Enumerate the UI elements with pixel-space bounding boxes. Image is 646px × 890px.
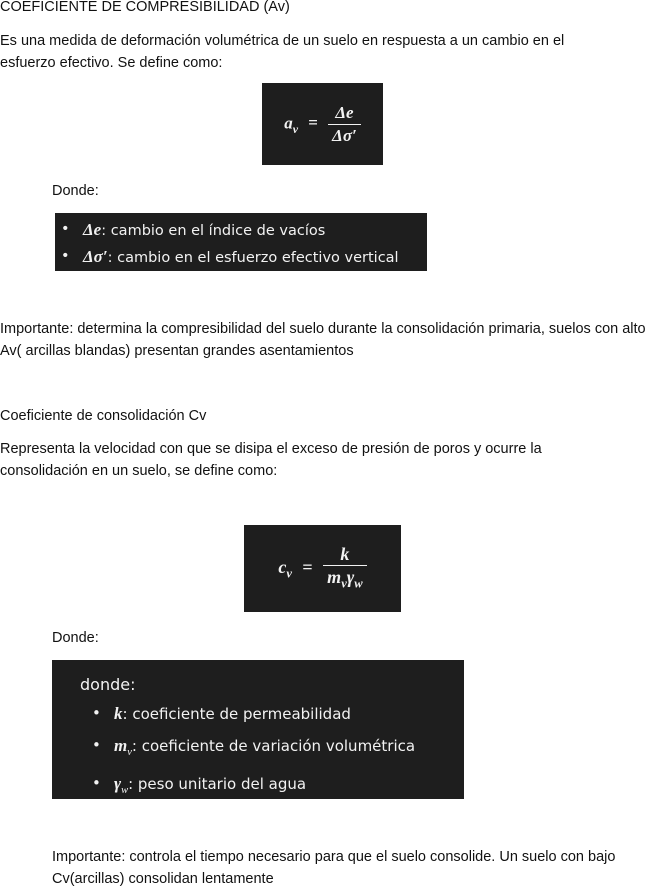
definitions-panel-cv bbox=[52, 660, 464, 799]
formula-av-numerator: Δe bbox=[335, 102, 354, 122]
donde-label-2: Donde: bbox=[52, 630, 99, 646]
formula-cv-lhs-sub: v bbox=[286, 566, 292, 581]
definition-item: • k: coeficiente de permeabilidad bbox=[86, 698, 464, 730]
formula-av-fraction bbox=[328, 102, 361, 147]
definition-item: • Δσ′: cambio en el esfuerzo efectivo vertical bbox=[55, 244, 427, 271]
definitions-panel-av bbox=[55, 213, 427, 271]
section-title-compresibilidad: COEFICIENTE DE COMPRESIBILIDAD (Av) bbox=[0, 0, 290, 15]
section-title-consolidacion: Coeficiente de consolidación Cv bbox=[0, 408, 207, 424]
formula-av bbox=[262, 83, 383, 165]
definition-item: • $m_v$: coeficiente de variación volumétrica bbox=[86, 730, 464, 768]
importante-compresibilidad: Importante: determina la compresibilidad del suelo durante la consolidación primaria, suelos con alto Av( arcillas blandas) presentan grandes asentamientos bbox=[0, 321, 646, 359]
formula-cv-denominator: $m_v\gamma_w$ bbox=[323, 565, 367, 595]
formula-av-denominator: Δσ′ bbox=[328, 124, 361, 147]
formula-cv-equals: = bbox=[302, 556, 313, 577]
consolidacion-intro: Representa la velocidad con que se disipa el exceso de presión de poros y ocurre la consolidación en un suelo, se define como: bbox=[0, 441, 542, 479]
donde-label-1: Donde: bbox=[52, 183, 99, 199]
formula-cv-numerator: k bbox=[340, 543, 350, 564]
formula-cv bbox=[244, 525, 401, 612]
formula-cv-fraction bbox=[323, 543, 367, 595]
formula-av-lhs: a bbox=[284, 112, 293, 132]
formula-av-lhs-sub: v bbox=[292, 121, 298, 136]
formula-av-equals: = bbox=[308, 112, 318, 132]
panel-heading: donde: bbox=[80, 675, 136, 694]
importante-consolidacion: Importante: controla el tiempo necesario para que el suelo consolide. Un suelo con bajo Cv(arcillas) consolidan lentamente bbox=[52, 849, 616, 887]
definition-item: • $\gamma_w$: peso unitario del agua bbox=[86, 768, 464, 806]
formula-cv-lhs: c bbox=[278, 556, 287, 577]
definition-item: • Δe: cambio en el índice de vacíos bbox=[55, 217, 427, 244]
compresibilidad-intro: Es una medida de deformación volumétrica de un suelo en respuesta a un cambio en el esfuerzo efectivo. Se define como: bbox=[0, 33, 565, 71]
